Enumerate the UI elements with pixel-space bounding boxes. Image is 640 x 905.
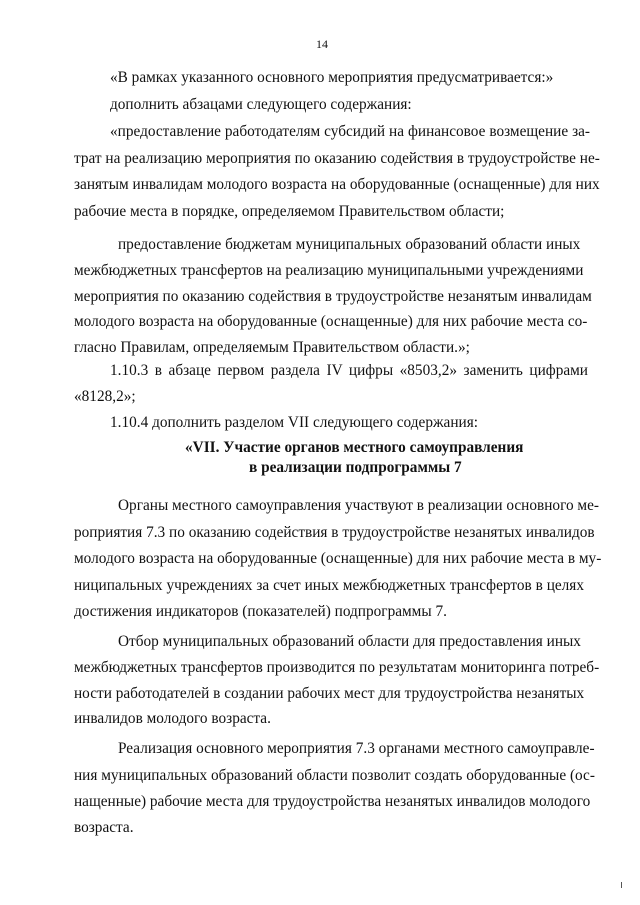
text-line: занятым инвалидам молодого возраста на оборудованные (оснащенные) для них	[74, 176, 600, 193]
section-heading-line: в реализации подпрограммы 7	[249, 459, 462, 476]
text-line: 1.10.3 в абзаце первом раздела IV цифры «8503,2» заменить цифрами	[110, 362, 588, 379]
text-line: ния муниципальных образований области позволит создать оборудованные (ос-	[74, 767, 595, 784]
text-line: Органы местного самоуправления участвуют в реализации основного ме-	[118, 497, 599, 514]
text-line: ности работодателей в создании рабочих мест для трудоустройства незанятых	[74, 685, 585, 702]
text-line: роприятия 7.3 по оказанию содействия в трудоустройстве незанятых инвалидов	[74, 524, 595, 541]
text-line: ниципальных учреждениях за счет иных межбюджетных трансфертов в целях	[74, 577, 584, 594]
text-line: возраста.	[74, 819, 134, 836]
text-line: «В рамках указанного основного мероприятия предусматривается:»	[110, 69, 554, 86]
text-line: нащенные) рабочие места для трудоустройства незанятых инвалидов молодого	[74, 793, 591, 810]
scan-mark	[621, 882, 622, 888]
text-line: молодого возраста на оборудованные (оснащенные) для них рабочие места в му-	[74, 550, 602, 567]
text-line: мероприятия по оказанию содействия в трудоустройстве незанятым инвалидам	[74, 288, 592, 305]
section-heading-line: «VII. Участие органов местного самоуправления	[185, 439, 524, 456]
text-line: межбюджетных трансфертов на реализацию муниципальными учреждениями	[74, 262, 584, 279]
text-line: межбюджетных трансфертов производится по результатам мониторинга потреб-	[74, 659, 600, 676]
text-line: трат на реализацию мероприятия по оказанию содействия в трудоустройстве не-	[74, 150, 600, 167]
page-number: 14	[316, 37, 328, 51]
text-line: достижения индикаторов (показателей) подпрограммы 7.	[74, 603, 447, 620]
text-line: предоставление бюджетам муниципальных образований области иных	[118, 236, 581, 253]
text-line: Реализация основного мероприятия 7.3 органами местного самоуправле-	[118, 740, 595, 757]
text-line: гласно Правилам, определяемым Правительством области.»;	[74, 339, 470, 356]
text-line: молодого возраста на оборудованные (оснащенные) для них рабочие места со-	[74, 313, 588, 330]
text-line: рабочие места в порядке, определяемом Правительством области;	[74, 203, 505, 220]
text-line: «предоставление работодателям субсидий на финансовое возмещение за-	[110, 123, 590, 140]
text-line: 1.10.4 дополнить разделом VII следующего содержания:	[110, 414, 478, 431]
text-line: «8128,2»;	[74, 388, 136, 405]
text-line: инвалидов молодого возраста.	[74, 710, 271, 727]
text-line: дополнить абзацами следующего содержания:	[110, 96, 412, 113]
text-line: Отбор муниципальных образований области для предоставления иных	[118, 633, 581, 650]
